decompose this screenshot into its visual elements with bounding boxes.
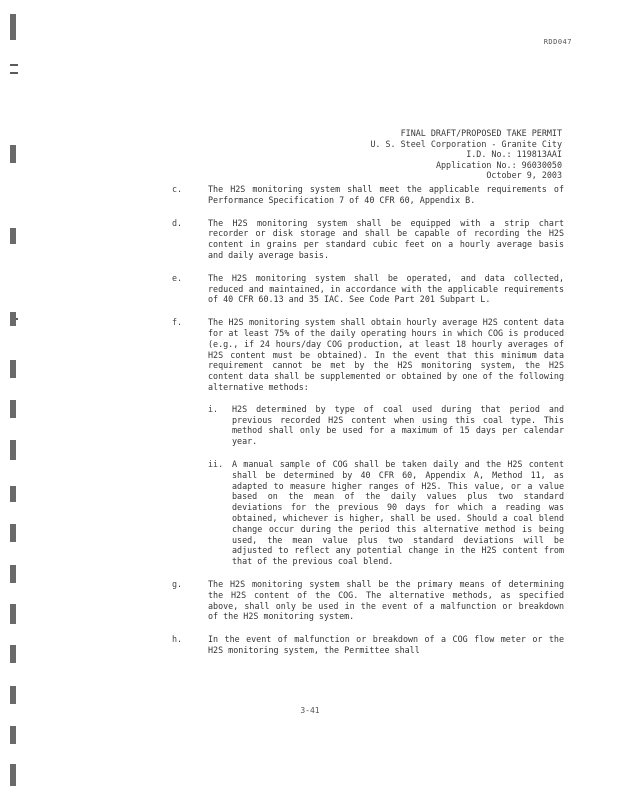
item-text: The H2S monitoring system shall be equipped with a strip chart recorder or disk storage and shall be capable of recording the H2S content in grains per standard cubic feet on a hourly average basis and daily average basis.	[208, 217, 564, 260]
condition-item	[172, 317, 564, 567]
header-line: I.D. No.: 119813AAI	[466, 149, 562, 160]
item-text: In the event of malfunction or breakdown of a COG flow meter or the H2S monitoring system, the Permittee shall	[208, 634, 564, 655]
item-number: f.	[172, 317, 183, 328]
item-number: h.	[172, 634, 183, 645]
sub-item	[208, 459, 564, 567]
sub-item-number: ii.	[208, 458, 224, 469]
item-text: The H2S monitoring system shall meet the applicable requirements of Performance Specification 7 of 40 CFR 60, Appendix B.	[208, 184, 564, 205]
header-line: Application No.: 96030050	[435, 159, 562, 170]
alternative-methods-list	[208, 404, 564, 567]
item-text: The H2S monitoring system shall be the primary means of determining the H2S content of the COG. The alternative methods, as specified above, shall only be used in the event of a malfunction or breakdown of the H2S monitoring system.	[208, 578, 564, 622]
condition-item	[172, 634, 564, 656]
header-line: FINAL DRAFT/PROPOSED TAKE PERMIT	[400, 128, 562, 138]
item-number: c.	[172, 184, 183, 194]
condition-item	[172, 273, 564, 305]
item-number: e.	[172, 272, 183, 283]
condition-item	[172, 218, 564, 261]
item-number: g.	[172, 578, 183, 589]
condition-item	[172, 579, 564, 622]
permit-header	[300, 128, 562, 181]
page-number: 3-41	[300, 706, 320, 715]
header-line: October 9, 2003	[486, 170, 562, 181]
sub-item-text: H2S determined by type of coal used during that period and previous recorded H2S content when using this coal type. This method shall only be used for a maximum of 15 days per calendar year.	[232, 403, 564, 447]
document-id: RDD047	[543, 38, 572, 46]
sub-item-number: i.	[208, 403, 219, 414]
condition-list	[172, 184, 564, 668]
item-text: The H2S monitoring system shall obtain hourly average H2S content data for at least 75% of the daily operating hours in which COG is produced (e.g., if 24 hours/day COG production, at least 18 hourly averages of H2S content must be obtained). In the event that this minimum data requirement cannot be met by the H2S monitoring system, the H2S content data shall be supplemented or obtained by one of the following alternative methods:	[208, 317, 564, 392]
header-line: U. S. Steel Corporation - Granite City	[370, 138, 562, 149]
item-text: The H2S monitoring system shall be operated, and data collected, reduced and maintained, in accordance with the applicable requirements of 40 CFR 60.13 and 35 IAC. See Code Part 201 Subpart L.	[208, 272, 564, 305]
sub-item	[208, 404, 564, 447]
sub-item-text: A manual sample of COG shall be taken daily and the H2S content shall be determined by 40 CFR 60, Appendix A, Method 11, as adapted to measure higher ranges of H2S. This value, or a value based on the mean of the daily values plus two standard deviations for the previous 90 days for which a reading was obtained, whichever is higher, shall be used. Should a coal blend change occur during the period this alternative method is being used, the mean value plus two standard deviations will be adjusted to reflect any potential change in the H2S content from that of the previous coal blend.	[232, 458, 564, 567]
condition-item	[172, 184, 564, 206]
item-number: d.	[172, 217, 183, 228]
